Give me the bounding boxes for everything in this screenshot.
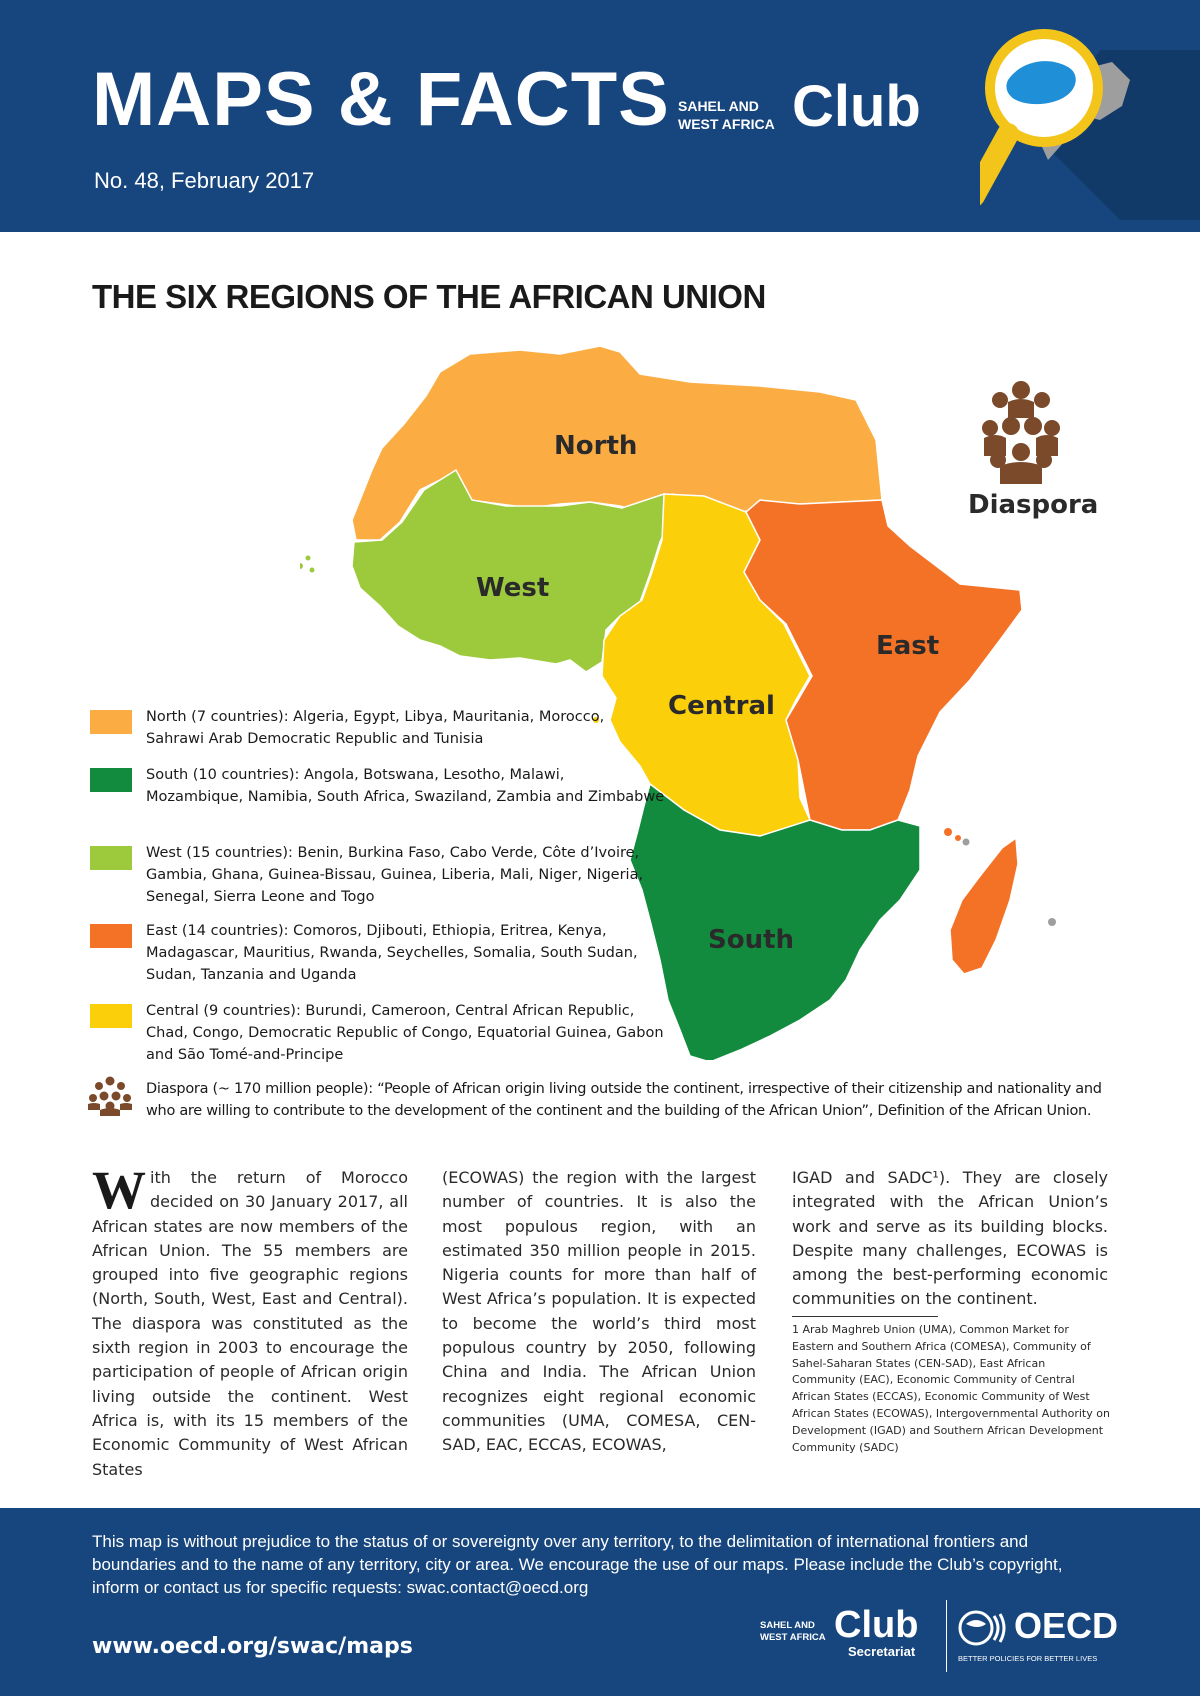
legend-item-central (146, 1000, 666, 1066)
disclaimer-text: This map is without prejudice to the status of or sovereignty over any territory, to the delimitation of international frontiers and boundaries and to the name of any territory, city or area. We encourage the use of our maps. Please include the Club’s copyright, inform or contact us for specific requests: swac.contact@oecd.org (92, 1532, 1063, 1597)
brand-club-logo: Club (834, 1604, 919, 1646)
footnote-divider (792, 1316, 938, 1317)
oecd-tagline: BETTER POLICIES FOR BETTER LIVES (958, 1654, 1098, 1663)
body-text: ith the return of Morocco decided on 30 January 2017, all African states are now members of the African Union. The 55 members are grouped into five geographic regions (North, South, West, East and Central). The diaspora was constituted as the sixth region in 2003 to encourage the participation of people of African origin living outside the continent. West Africa is, with its 15 members of the Economic Community of West African States (92, 1168, 408, 1479)
brand-secretariat: Secretariat (848, 1644, 916, 1659)
legend-name: North (7 countries) (146, 709, 284, 725)
people-group-icon (980, 380, 1062, 484)
legend-item-east (146, 920, 666, 986)
island-reunion (1048, 918, 1056, 926)
legend-swatch-east (90, 924, 132, 948)
island-comoros (944, 828, 952, 836)
map-label-west: West (476, 573, 550, 603)
legend-members: : Algeria, Egypt, Libya, Mauritania, Morocco, Sahrawi Arab Democratic Republic and Tunisia (146, 709, 605, 747)
island-cabo-verde (310, 568, 315, 573)
legend-item-diaspora (146, 1078, 1126, 1122)
maps-url-link[interactable]: www.oecd.org/swac/maps (92, 1634, 413, 1659)
brand-line-1: SAHEL AND (760, 1620, 815, 1631)
map-label-central: Central (668, 691, 775, 721)
legend-members: : “People of African origin living outside the continent, irrespective of their citizenship and nationality and who are willing to contribute to the development of the continent and the building of the African Union”, Definition of the African Union. (146, 1081, 1102, 1119)
legend-name: West (15 countries) (146, 845, 289, 861)
legend-members: : Angola, Botswana, Lesotho, Malawi, Mozambique, Namibia, South Africa, Swaziland, Zambia and Zimbabwe (146, 767, 665, 805)
diaspora-label: Diaspora (968, 490, 1099, 520)
legend-item-west (146, 842, 666, 908)
legend-item-north (146, 706, 666, 750)
legend-item-south (146, 764, 666, 808)
drop-cap: W (92, 1160, 146, 1220)
logo-divider (946, 1600, 947, 1672)
page-title: THE SIX REGIONS OF THE AFRICAN UNION (92, 278, 766, 315)
brand-line-2: WEST AFRICA (678, 116, 775, 132)
legend-members: : Benin, Burkina Faso, Cabo Verde, Côte d’Ivoire, Gambia, Ghana, Guinea-Bissau, Guinea, Liberia, Mali, Niger, Nigeria, Senegal, Sierra Leone and Togo (146, 845, 644, 905)
footer-banner (0, 1508, 1200, 1696)
oecd-logo: OECD (1014, 1605, 1119, 1646)
brand-line-2: WEST AFRICA (760, 1632, 826, 1643)
region-east-madagascar (950, 838, 1018, 974)
body-text: IGAD and SADC¹). They are closely integrated with the African Union’s work and serve as its building blocks. Despite many challenges, ECOWAS is among the best-performing economic communities on the continent. (792, 1168, 1108, 1309)
legend-swatch-west (90, 846, 132, 870)
magnifier-icon (980, 10, 1200, 220)
island-cabo-verde (300, 563, 303, 569)
legend-name: Diaspora (~ 170 million people) (146, 1081, 369, 1097)
header-banner (0, 0, 1200, 232)
footnote: 1 Arab Maghreb Union (UMA), Common Market for Eastern and Southern Africa (COMESA), Community of Sahel-Saharan States (CEN-SAD), East African Community (EAC), Economic Community of Central African States (ECCAS), Economic Community of West African States (ECOWAS), Intergovernmental Authority on Development (IGAD) and Southern African Development Community (SADC) (792, 1323, 1110, 1454)
legend-swatch-north (90, 710, 132, 734)
body-column-1 (92, 1160, 408, 1482)
island-mayotte (963, 839, 970, 846)
publication-title: MAPS & FACTS (92, 57, 670, 142)
body-text: (ECOWAS) the region with the largest number of countries. It is also the most populous region, with an estimated 350 million people in 2015. Nigeria counts for more than half of West Africa’s population. It is expected to become the world’s third most populous country by 2050, following China and India. The African Union recognizes eight regional economic communities (UMA, COMESA, CEN-SAD, EAC, ECCAS, ECOWAS, (442, 1168, 756, 1455)
people-group-icon (88, 1076, 132, 1116)
map-label-south: South (708, 925, 795, 955)
legend-name: East (14 countries) (146, 923, 284, 939)
legend-name: South (10 countries) (146, 767, 295, 783)
legend-swatch-south (90, 768, 132, 792)
legend-swatch-central (90, 1004, 132, 1028)
map-label-east: East (876, 631, 940, 661)
legend-members: : Burundi, Cameroon, Central African Republic, Chad, Congo, Democratic Republic of Congo, Equatorial Guinea, Gabon and São Tomé-and-Principe (146, 1003, 664, 1063)
island-cabo-verde (306, 556, 311, 561)
brand-line-1: SAHEL AND (678, 98, 759, 114)
brand-club-logo: Club (792, 74, 921, 139)
oecd-globe-icon (958, 1608, 1008, 1648)
legend-name: Central (9 countries) (146, 1003, 296, 1019)
body-column-2 (442, 1166, 756, 1458)
body-column-3 (792, 1166, 1108, 1312)
map-label-north: North (554, 431, 638, 461)
issue-number: No. 48, February 2017 (94, 168, 315, 193)
island-comoros (955, 835, 961, 841)
legend-members: : Comoros, Djibouti, Ethiopia, Eritrea, Kenya, Madagascar, Mauritius, Rwanda, Seychelles, Somalia, South Sudan, Sudan, Tanzania and Uganda (146, 923, 638, 983)
